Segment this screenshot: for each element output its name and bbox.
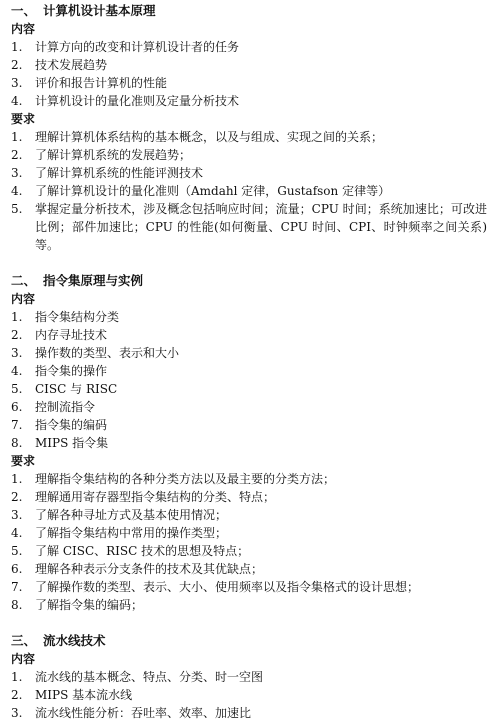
list-item-number: 5. (11, 382, 23, 396)
list-item (11, 434, 489, 452)
list-item-text: MIPS 指令集 (35, 436, 109, 450)
requirement-number: 4. (11, 184, 23, 198)
list-item (11, 74, 489, 92)
requirement-number: 6. (11, 562, 23, 576)
list-item-text: 计算方向的改变和计算机设计者的任务 (35, 40, 240, 54)
requirement-text: 了解计算机设计的量化准则（Amdahl 定律，Gustafson 定律等） (35, 184, 391, 198)
section-3-content-heading: 内容 (11, 652, 36, 666)
list-item (11, 380, 489, 398)
requirement-text: 了解 CISC、RISC 技术的思想及特点； (35, 544, 250, 558)
list-item (11, 344, 489, 362)
list-item-number: 7. (11, 418, 23, 432)
list-item (11, 362, 489, 380)
list-item-number: 1. (11, 40, 23, 54)
section-gap (11, 254, 489, 272)
section-1-requirements-heading: 要求 (11, 112, 36, 126)
list-item-number: 8. (11, 436, 23, 450)
requirement-item (11, 146, 489, 164)
requirement-number: 2. (11, 490, 23, 504)
requirement-text: 理解计算机体系结构的基本概念，以及与组成、实现之间的关系； (35, 130, 384, 144)
requirement-text: 了解各种寻址方式及基本使用情况； (35, 508, 228, 522)
list-item-number: 3. (11, 346, 23, 360)
list-item-number: 2. (11, 688, 23, 702)
list-item-number: 4. (11, 94, 23, 108)
requirement-number: 4. (11, 526, 23, 540)
requirement-item (11, 128, 489, 146)
list-item-text: 指令集的编码 (35, 418, 108, 432)
requirement-text: 理解各种表示分支条件的技术及其优缺点； (35, 562, 264, 576)
section-2-requirements-heading: 要求 (11, 454, 36, 468)
requirement-number: 2. (11, 148, 23, 162)
section-3-number: 三、 (11, 633, 37, 648)
list-item (11, 398, 489, 416)
list-item-number: 2. (11, 328, 23, 342)
list-item-text: 指令集的操作 (35, 364, 108, 378)
requirement-item (11, 164, 489, 182)
section-1-content-heading: 内容 (11, 22, 36, 36)
requirement-text: 理解指令集结构的各种分类方法以及最主要的分类方法； (35, 472, 336, 486)
requirement-item (11, 182, 489, 200)
requirement-item (11, 578, 489, 596)
list-item-text: 评价和报告计算机的性能 (35, 76, 168, 90)
list-item (11, 416, 489, 434)
requirement-item (11, 542, 489, 560)
list-item-text: 技术发展趋势 (35, 58, 108, 72)
requirement-item (11, 524, 489, 542)
section-gap (11, 614, 489, 632)
requirement-number: 8. (11, 598, 23, 612)
list-item (11, 38, 489, 56)
list-item (11, 704, 489, 722)
requirement-number: 1. (11, 130, 23, 144)
list-item-number: 3. (11, 76, 23, 90)
section-2-number: 二、 (11, 273, 37, 288)
list-item-number: 1. (11, 670, 23, 684)
section-1-heading (11, 2, 489, 20)
requirement-number: 7. (11, 580, 23, 594)
list-item-text: 指令集结构分类 (35, 310, 120, 324)
list-item-number: 4. (11, 364, 23, 378)
list-item-text: 流水线的基本概念、特点、分类、时一空图 (35, 670, 264, 684)
list-item-number: 2. (11, 58, 23, 72)
list-item-text: MIPS 基本流水线 (35, 688, 133, 702)
requirement-number: 1. (11, 472, 23, 486)
list-item-number: 1. (11, 310, 23, 324)
section-2-content-heading: 内容 (11, 292, 36, 306)
list-item-text: CISC 与 RISC (35, 382, 118, 396)
requirement-item (11, 596, 489, 614)
requirement-text: 理解通用寄存器型指令集结构的分类、特点； (35, 490, 276, 504)
requirement-item (11, 488, 489, 506)
section-2-heading (11, 272, 489, 290)
requirement-item (11, 200, 489, 254)
section-2-title: 指令集原理与实例 (43, 273, 144, 288)
list-item (11, 668, 489, 686)
list-item (11, 686, 489, 704)
section-3-heading (11, 632, 489, 650)
list-item (11, 308, 489, 326)
list-item-text: 流水线性能分析：吞吐率、效率、加速比 (35, 706, 252, 720)
document-page (11, 2, 489, 722)
requirement-number: 3. (11, 508, 23, 522)
list-item (11, 56, 489, 74)
list-item-text: 操作数的类型、表示和大小 (35, 346, 180, 360)
requirement-text: 了解操作数的类型、表示、大小、使用频率以及指令集格式的设计思想； (35, 580, 420, 594)
list-item-number: 3. (11, 706, 23, 720)
list-item-text: 计算机设计的量化准则及定量分析技术 (35, 94, 240, 108)
section-3-title: 流水线技术 (43, 633, 106, 648)
list-item-text: 控制流指令 (35, 400, 96, 414)
list-item-number: 6. (11, 400, 23, 414)
requirement-text: 了解指令集的编码； (35, 598, 144, 612)
section-1-number: 一、 (11, 3, 37, 18)
list-item (11, 92, 489, 110)
section-1-title: 计算机设计基本原理 (43, 3, 156, 18)
requirement-text: 了解计算机系统的性能评测技术 (35, 166, 204, 180)
requirement-item (11, 470, 489, 488)
requirement-number: 5. (11, 544, 23, 558)
requirement-item (11, 560, 489, 578)
list-item (11, 326, 489, 344)
requirement-text: 了解指令集结构中常用的操作类型； (35, 526, 228, 540)
requirement-number: 3. (11, 166, 23, 180)
requirement-item (11, 506, 489, 524)
list-item-text: 内存寻址技术 (35, 328, 108, 342)
requirement-text: 了解计算机系统的发展趋势； (35, 148, 192, 162)
requirement-text: 掌握定量分析技术，涉及概念包括响应时间；流量；CPU 时间；系统加速比；可改进比例；部件加速比；CPU 的性能(如何衡量、CPU 时间、CPI、时钟频率之间关系)等。 (35, 202, 487, 252)
requirement-number: 5. (11, 202, 23, 216)
